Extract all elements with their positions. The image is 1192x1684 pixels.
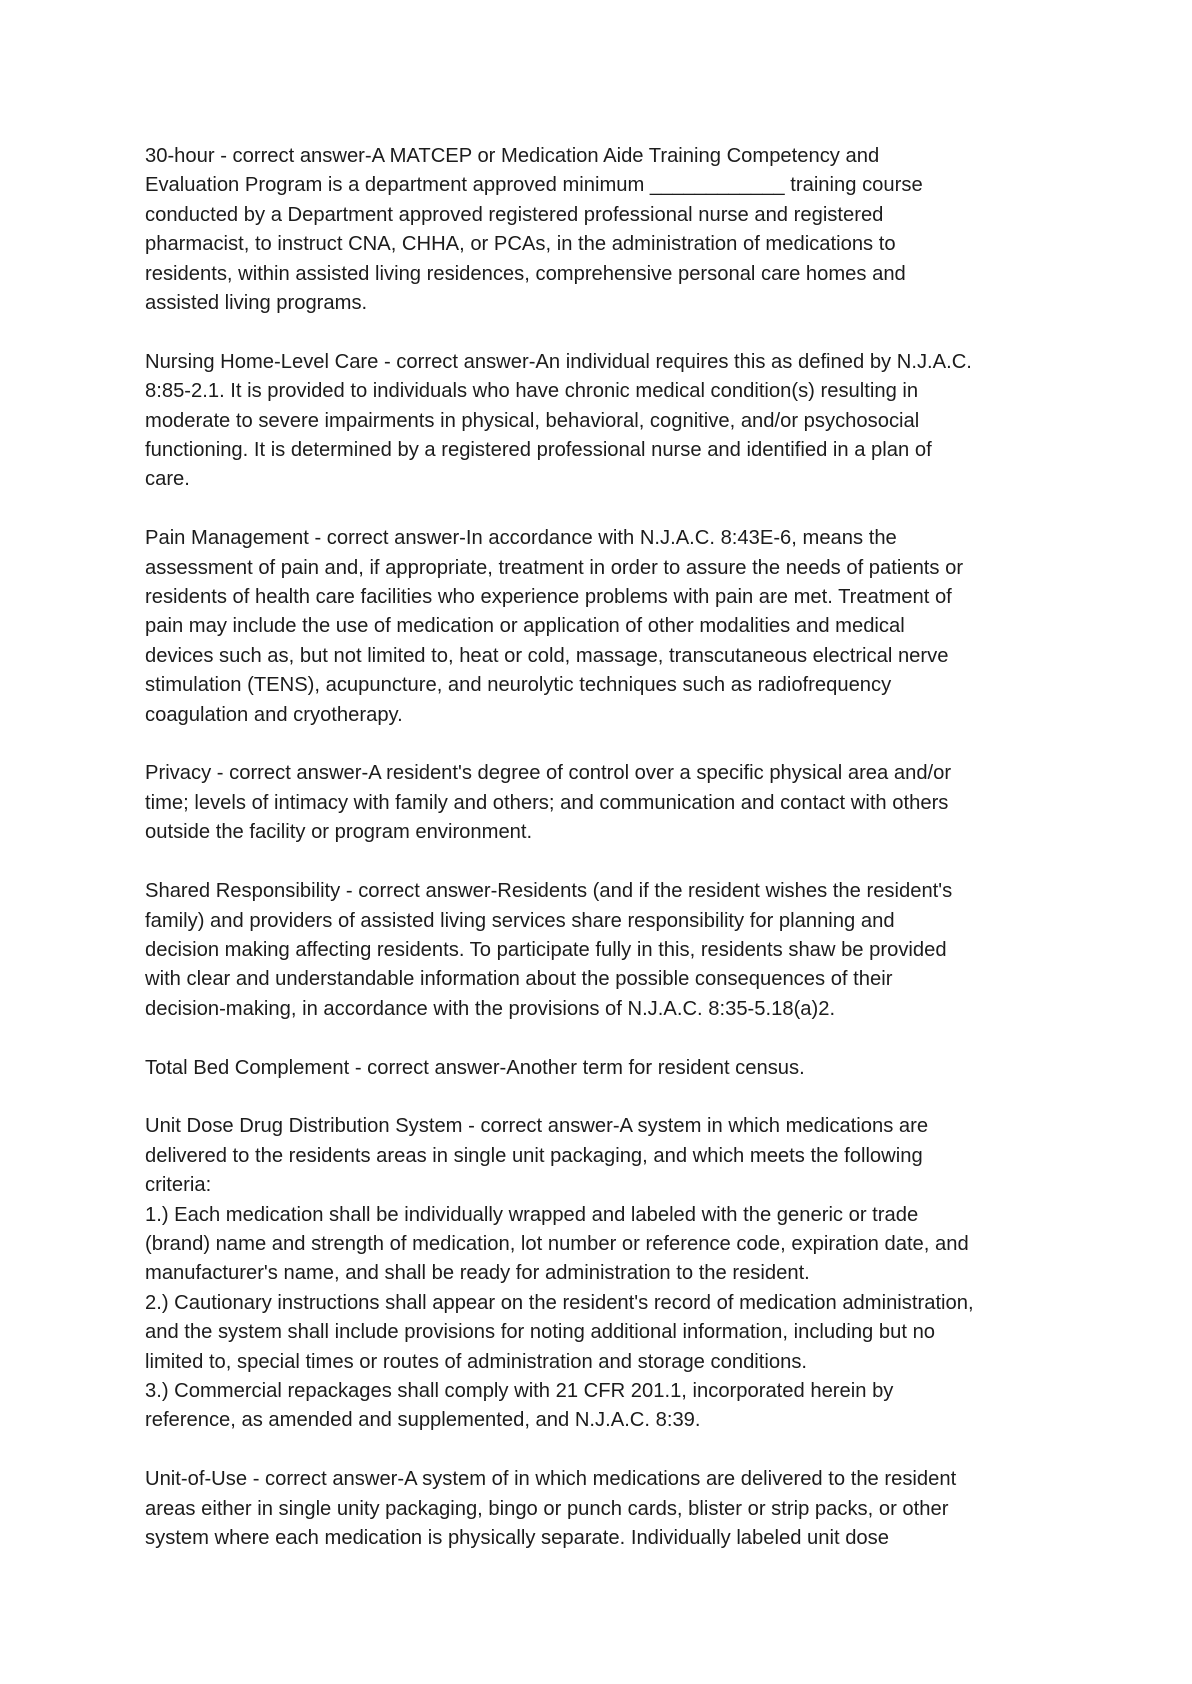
text-line: reference, as amended and supplemented, and N.J.A.C. 8:39.: [145, 1409, 701, 1432]
text-line: 2.) Cautionary instructions shall appear on the resident's record of medication administration,: [145, 1291, 974, 1314]
text-line: family) and providers of assisted living services share responsibility for planning and: [145, 909, 895, 932]
text-line: functioning. It is determined by a registered professional nurse and identified in a plan of: [145, 439, 932, 462]
glossary-entry: [145, 1465, 1065, 1553]
text-line: outside the facility or program environment.: [145, 821, 533, 844]
text-line: pain may include the use of medication or application of other modalities and medical: [145, 615, 905, 638]
text-line: 8:85-2.1. It is provided to individuals who have chronic medical condition(s) resulting in: [145, 380, 919, 403]
text-line: Unit Dose Drug Distribution System - correct answer-A system in which medications are: [145, 1115, 929, 1138]
document-page: [145, 142, 1065, 1583]
glossary-entry: [145, 524, 1065, 730]
glossary-entry: [145, 759, 1065, 847]
text-line: care.: [145, 468, 190, 491]
text-line: delivered to the residents areas in single unit packaging, and which meets the following: [145, 1144, 923, 1167]
text-line: decision making affecting residents. To participate fully in this, residents shaw be provided: [145, 938, 947, 961]
text-line: Total Bed Complement - correct answer-Another term for resident census.: [145, 1056, 805, 1079]
glossary-entry: [145, 877, 1065, 1024]
text-line: assisted living programs.: [145, 292, 368, 315]
text-line: devices such as, but not limited to, heat or cold, massage, transcutaneous electrical nerve: [145, 644, 949, 667]
text-line: coagulation and cryotherapy.: [145, 703, 403, 726]
text-line: Shared Responsibility - correct answer-Residents (and if the resident wishes the resident's: [145, 880, 953, 903]
text-line: and the system shall include provisions for noting additional information, including but no: [145, 1321, 936, 1344]
text-line: assessment of pain and, if appropriate, treatment in order to assure the needs of patients or: [145, 556, 964, 579]
text-line: limited to, special times or routes of administration and storage conditions.: [145, 1350, 808, 1373]
text-line: Nursing Home-Level Care - correct answer-An individual requires this as defined by N.J.A.C.: [145, 350, 972, 373]
text-line: manufacturer's name, and shall be ready for administration to the resident.: [145, 1262, 810, 1285]
text-line: areas either in single unity packaging, bingo or punch cards, blister or strip packs, or other: [145, 1497, 949, 1520]
text-line: 30-hour - correct answer-A MATCEP or Medication Aide Training Competency and: [145, 145, 880, 167]
text-line: time; levels of intimacy with family and others; and communication and contact with others: [145, 791, 949, 814]
glossary-entry: [145, 1112, 1065, 1435]
text-line: with clear and understandable information about the possible consequences of their: [145, 968, 893, 991]
glossary-entry: [145, 142, 1065, 318]
text-line: conducted by a Department approved registered professional nurse and registered: [145, 203, 884, 226]
text-line: Pain Management - correct answer-In accordance with N.J.A.C. 8:43E-6, means the: [145, 527, 897, 550]
text-line: residents of health care facilities who experience problems with pain are met. Treatment of: [145, 586, 952, 609]
text-line: system where each medication is physically separate. Individually labeled unit dose: [145, 1526, 889, 1549]
glossary-entry: [145, 1054, 1065, 1083]
text-line: stimulation (TENS), acupuncture, and neurolytic techniques such as radiofrequency: [145, 674, 892, 697]
text-line: decision-making, in accordance with the provisions of N.J.A.C. 8:35-5.18(a)2.: [145, 997, 836, 1020]
text-line: residents, within assisted living residences, comprehensive personal care homes and: [145, 262, 906, 285]
text-line: (brand) name and strength of medication, lot number or reference code, expiration date, and: [145, 1232, 969, 1255]
text-line: moderate to severe impairments in physical, behavioral, cognitive, and/or psychosocial: [145, 409, 920, 432]
text-line: Unit-of-Use - correct answer-A system of in which medications are delivered to the resident: [145, 1468, 957, 1491]
text-line: 3.) Commercial repackages shall comply with 21 CFR 201.1, incorporated herein by: [145, 1379, 894, 1402]
text-line: 1.) Each medication shall be individually wrapped and labeled with the generic or trade: [145, 1203, 919, 1226]
text-line: criteria:: [145, 1174, 212, 1197]
text-line: Evaluation Program is a department approved minimum ____________ training course: [145, 174, 923, 197]
text-line: Privacy - correct answer-A resident's degree of control over a specific physical area and/or: [145, 762, 952, 785]
text-line: pharmacist, to instruct CNA, CHHA, or PCAs, in the administration of medications to: [145, 233, 896, 256]
glossary-entry: [145, 348, 1065, 495]
